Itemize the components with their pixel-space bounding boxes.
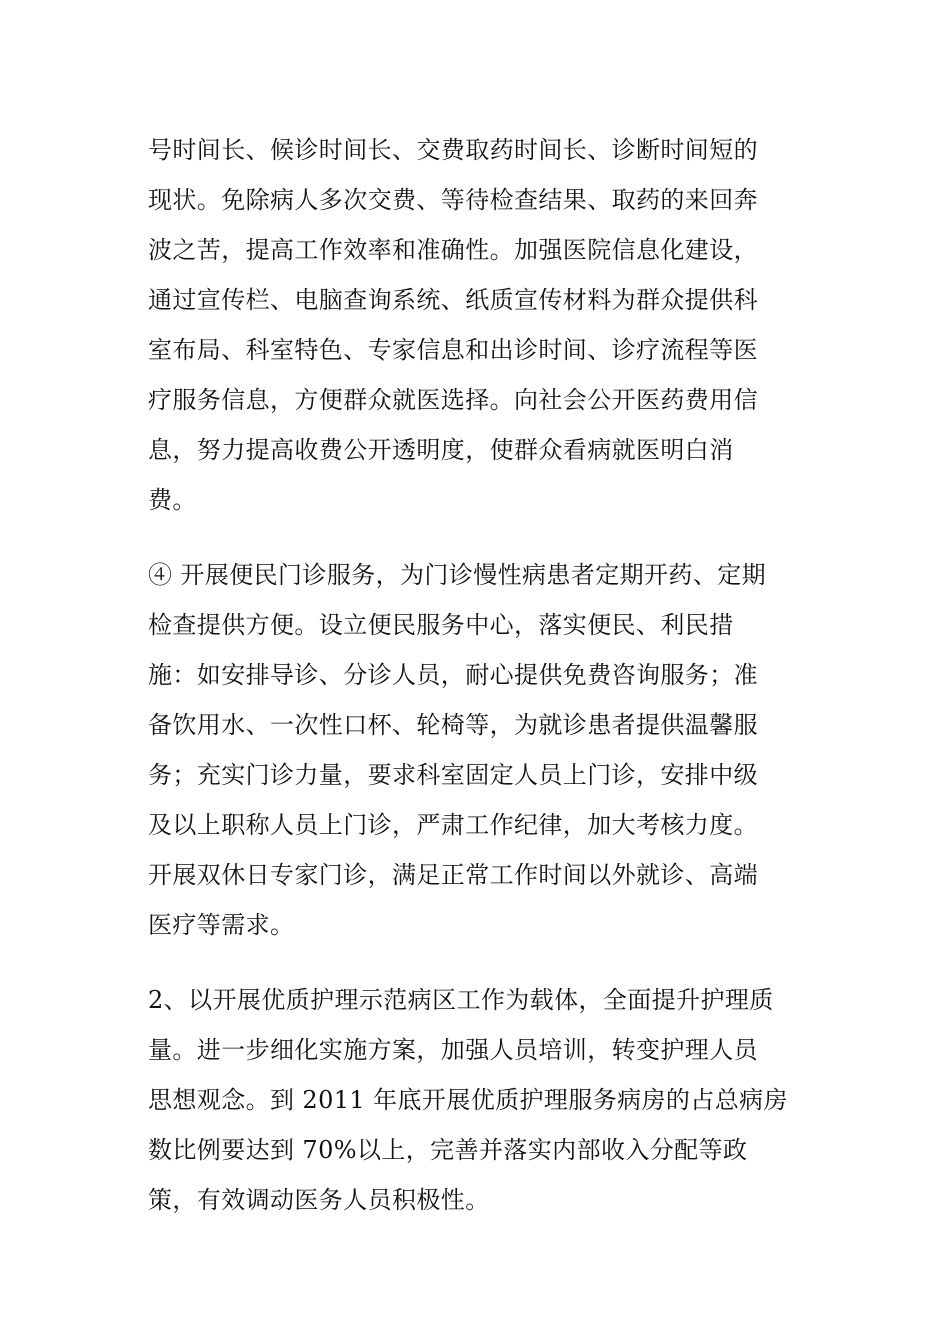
paragraph-1-line-8: 费。 bbox=[148, 486, 197, 514]
paragraph-3-line-1: 2、以开展优质护理示范病区工作为载体，全面提升护理质 bbox=[148, 986, 774, 1014]
paragraph-2-line-5: 务；充实门诊力量，要求科室固定人员上门诊，安排中级 bbox=[148, 761, 758, 789]
paragraph-1-line-2: 现状。免除病人多次交费、等待检查结果、取药的来回奔 bbox=[148, 186, 758, 214]
paragraph-1-line-3: 波之苦，提高工作效率和准确性。加强医院信息化建设， bbox=[148, 236, 758, 264]
paragraph-1-line-7: 息，努力提高收费公开透明度，使群众看病就医明白消 bbox=[148, 436, 734, 464]
paragraph-1-line-4: 通过宣传栏、电脑查询系统、纸质宣传材料为群众提供科 bbox=[148, 286, 758, 314]
paragraph-1-line-5: 室布局、科室特色、专家信息和出诊时间、诊疗流程等医 bbox=[148, 336, 758, 364]
paragraph-2-line-7: 开展双休日专家门诊，满足正常工作时间以外就诊、高端 bbox=[148, 861, 758, 889]
paragraph-1-line-1: 号时间长、候诊时间长、交费取药时间长、诊断时间短的 bbox=[148, 136, 758, 164]
paragraph-3-line-3: 思想观念。到 2011 年底开展优质护理服务病房的占总病房 bbox=[148, 1086, 788, 1114]
paragraph-3-line-2: 量。进一步细化实施方案，加强人员培训，转变护理人员 bbox=[148, 1036, 758, 1064]
paragraph-1-line-6: 疗服务信息，方便群众就医选择。向社会公开医药费用信 bbox=[148, 386, 758, 414]
paragraph-2-line-3: 施：如安排导诊、分诊人员，耐心提供免费咨询服务；准 bbox=[148, 661, 758, 689]
paragraph-2-line-8: 医疗等需求。 bbox=[148, 911, 295, 939]
paragraph-3-line-4: 数比例要达到 70%以上，完善并落实内部收入分配等政 bbox=[148, 1136, 748, 1164]
paragraph-2-line-6: 及以上职称人员上门诊，严肃工作纪律，加大考核力度。 bbox=[148, 811, 758, 839]
paragraph-2-line-2: 检查提供方便。设立便民服务中心，落实便民、利民措 bbox=[148, 611, 734, 639]
paragraph-3-line-5: 策，有效调动医务人员积极性。 bbox=[148, 1186, 490, 1214]
paragraph-2-line-4: 备饮用水、一次性口杯、轮椅等，为就诊患者提供温馨服 bbox=[148, 711, 758, 739]
paragraph-2-line-1: ④ 开展便民门诊服务，为门诊慢性病患者定期开药、定期 bbox=[148, 561, 767, 589]
